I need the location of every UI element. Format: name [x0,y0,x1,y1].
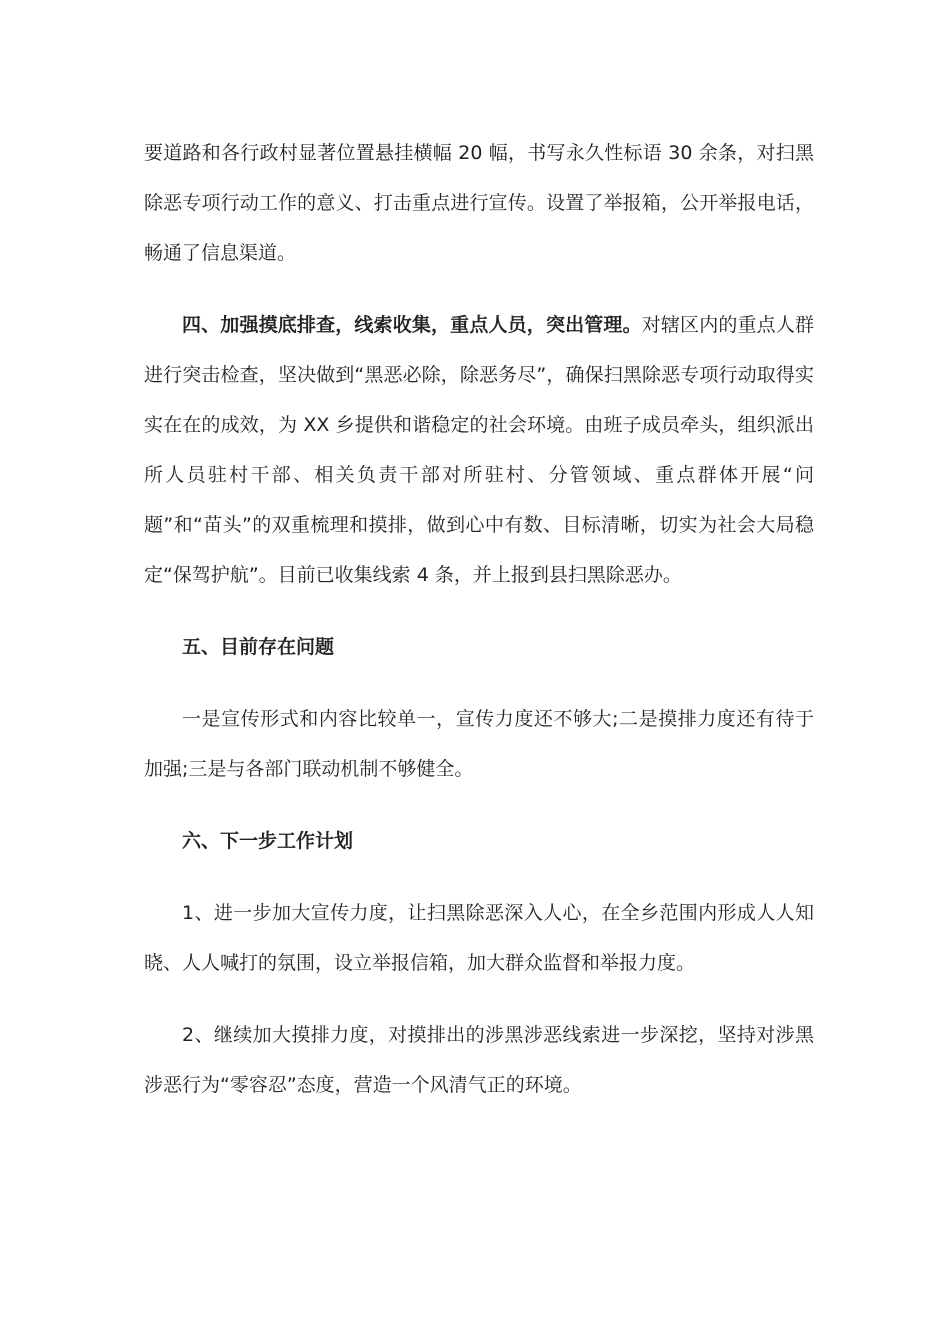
paragraph-problems: 一是宣传形式和内容比较单一，宣传力度还不够大;二是摸排力度还有待于加强;三是与各部门联动机制不够健全。 [144,708,814,780]
paragraph-investigation [144,300,814,600]
plan-item-2: 2、继续加大摸排力度，对摸排出的涉黑涉恶线索进一步深挖，坚持对涉黑涉恶行为“零容忍”态度，营造一个风清气正的环境。 [144,1024,814,1096]
document-page [144,128,814,1110]
paragraph-publicity: 要道路和各行政村显著位置悬挂横幅 20 幅，书写永久性标语 30 余条，对扫黑除恶专项行动工作的意义、打击重点进行宣传。设置了举报箱，公开举报电话，畅通了信息渠道。 [144,142,814,264]
section-heading-5: 五、目前存在问题 [182,636,335,658]
plan-item-1: 1、进一步加大宣传力度，让扫黑除恶深入人心，在全乡范围内形成人人知晓、人人喊打的氛围，设立举报信箱，加大群众监督和举报力度。 [144,902,814,974]
paragraph-investigation-body: 对辖区内的重点人群进行突击检查，坚决做到“黑恶必除，除恶务尽”，确保扫黑除恶专项行动取得实实在在的成效，为 XX 乡提供和谐稳定的社会环境。由班子成员牵头，组织派出所人员驻村干部、相关负责干部对所驻村、分管领域、重点群体开展“问题”和“苗头”的双重梳理和摸排，做到心中有数、目标清晰，切实为社会大局稳定“保驾护航”。目前已收集线索 4 条，并上报到县扫黑除恶办。 [144,314,814,586]
section-heading-4: 四、加强摸底排查，线索收集，重点人员，突出管理。 [182,314,642,336]
section-heading-6: 六、下一步工作计划 [182,830,354,852]
